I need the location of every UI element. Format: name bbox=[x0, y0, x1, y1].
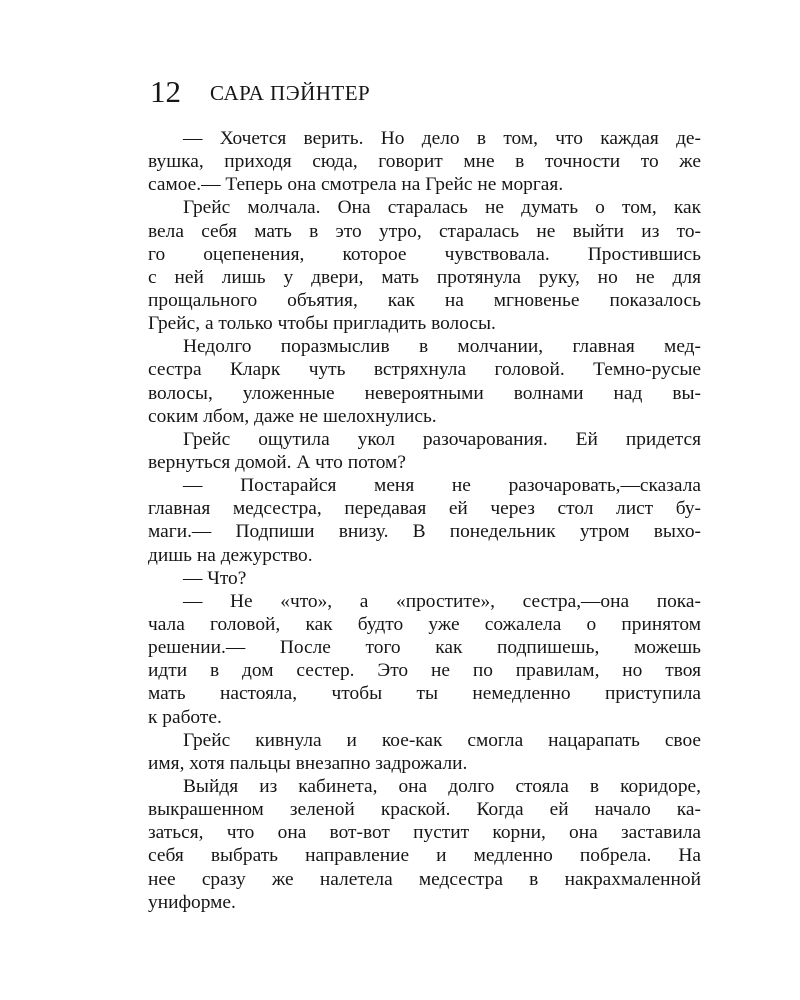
text-line: Грейс ощутила укол разочарования. Ей придется bbox=[183, 428, 701, 450]
text-line: Грейс, а только чтобы пригладить волосы. bbox=[148, 313, 496, 335]
text-line: го оцепенения, которое чувствовала. Простившись bbox=[148, 243, 701, 265]
text-line: имя, хотя пальцы внезапно задрожали. bbox=[148, 752, 468, 774]
text-line: Выйдя из кабинета, она долго стояла в коридоре, bbox=[183, 775, 701, 797]
text-line: мать настояла, чтобы ты немедленно приступила bbox=[148, 683, 701, 705]
body-text bbox=[148, 127, 701, 914]
text-line: с ней лишь у двери, мать протянула руку, но не для bbox=[148, 266, 701, 288]
text-line: вела себя мать в это утро, старалась не выйти из то- bbox=[148, 220, 701, 242]
text-line: — Постарайся меня не разочаровать,—сказала bbox=[183, 475, 701, 497]
text-line: вушка, приходя сюда, говорит мне в точности то же bbox=[148, 151, 701, 173]
text-line: прощального объятия, как на мгновенье показалось bbox=[148, 289, 701, 311]
text-line: идти в дом сестер. Это не по правилам, но твоя bbox=[148, 660, 701, 682]
text-line: — Хочется верить. Но дело в том, что каждая де- bbox=[183, 128, 701, 149]
text-line: самое.— Теперь она смотрела на Грейс не моргая. bbox=[148, 174, 564, 196]
text-line: к работе. bbox=[148, 706, 222, 728]
page-number: 12 bbox=[150, 74, 181, 109]
text-line: чала головой, как будто уже сожалела о принятом bbox=[148, 613, 701, 635]
running-title: САРА ПЭЙНТЕР bbox=[210, 81, 371, 105]
text-line: главная медсестра, передавая ей через стол лист бу- bbox=[148, 498, 701, 520]
text-line: — Не «что», а «простите», сестра,—она пока- bbox=[183, 590, 701, 612]
text-line: Грейс молчала. Она старалась не думать о том, как bbox=[183, 197, 701, 219]
text-line: выкрашенном зеленой краской. Когда ей начало ка- bbox=[148, 799, 701, 821]
text-line: сестра Кларк чуть встряхнула головой. Темно-русые bbox=[148, 359, 701, 381]
text-line: заться, что она вот-вот пустит корни, она заставила bbox=[148, 822, 701, 844]
text-line: соким лбом, даже не шелохнулись. bbox=[148, 405, 437, 427]
text-line: дишь на дежурство. bbox=[148, 544, 313, 566]
text-line: себя выбрать направление и медленно побрела. На bbox=[148, 845, 701, 867]
text-line: маги.— Подпиши внизу. В понедельник утром выхо- bbox=[148, 521, 701, 543]
text-line: — Что? bbox=[183, 567, 247, 589]
text-line: вернуться домой. А что потом? bbox=[148, 451, 406, 473]
text-line: Недолго поразмыслив в молчании, главная мед- bbox=[183, 336, 701, 358]
text-line: униформе. bbox=[148, 891, 236, 913]
text-line: волосы, уложенные невероятными волнами над вы- bbox=[148, 382, 701, 404]
text-line: нее сразу же налетела медсестра в накрахмаленной bbox=[148, 868, 701, 890]
text-line: Грейс кивнула и кое-как смогла нацарапать свое bbox=[183, 729, 701, 751]
text-line: решении.— После того как подпишешь, можешь bbox=[148, 637, 701, 659]
